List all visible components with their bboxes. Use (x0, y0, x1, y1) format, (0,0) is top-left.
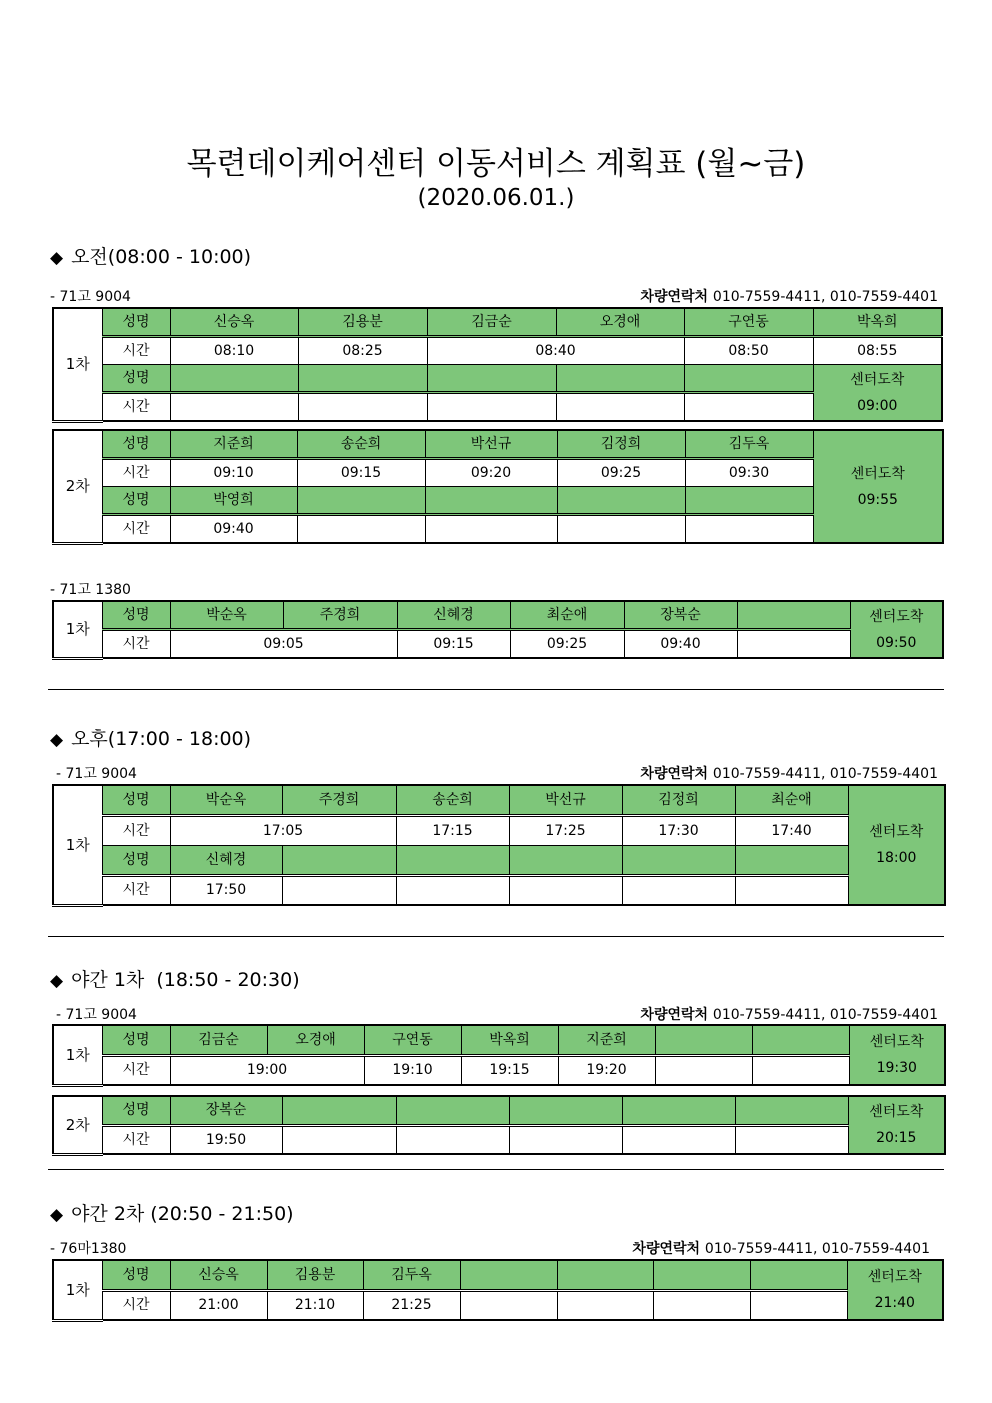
pickup-time (298, 393, 427, 422)
pickup-time (425, 515, 557, 544)
arrival-time: 18:00 (876, 850, 917, 866)
schedule-table-night1-trip2 (52, 1095, 946, 1156)
passenger-name (282, 1096, 396, 1125)
passenger-name: 최순애 (735, 785, 848, 815)
pickup-time (396, 1125, 509, 1154)
trip-label: 1차 (53, 1025, 102, 1085)
pickup-time (282, 875, 396, 905)
pickup-time: 09:15 (297, 459, 425, 487)
name-header: 성명 (102, 1096, 170, 1125)
pickup-time: 19:15 (461, 1055, 558, 1085)
passenger-name (735, 1096, 848, 1125)
passenger-name: 신혜경 (170, 845, 282, 875)
trip-label: 1차 (53, 1260, 102, 1320)
pickup-time: 09:30 (685, 459, 813, 487)
passenger-name: 송순희 (396, 785, 509, 815)
pickup-time (297, 515, 425, 544)
vehicle-label: - 76마1380 (50, 1241, 127, 1257)
time-header: 시간 (102, 337, 170, 365)
pickup-time (557, 515, 685, 544)
arrival-cell (848, 785, 945, 905)
pickup-time (557, 1290, 653, 1320)
passenger-name: 신승옥 (170, 308, 298, 337)
pickup-time: 19:50 (170, 1125, 282, 1154)
arrival-cell (849, 1025, 945, 1085)
passenger-name (557, 487, 685, 515)
passenger-name: 주경희 (282, 785, 396, 815)
passenger-name: 김용분 (298, 308, 427, 337)
pickup-time: 17:50 (170, 875, 282, 905)
passenger-name: 김용분 (267, 1260, 363, 1290)
arrival-cell (813, 430, 943, 543)
pickup-time: 21:00 (170, 1290, 267, 1320)
pickup-time (460, 1290, 557, 1320)
pickup-time: 08:10 (170, 337, 298, 365)
pickup-time: 09:10 (170, 459, 297, 487)
name-header: 성명 (102, 308, 170, 337)
pickup-time (622, 875, 735, 905)
passenger-name: 박옥희 (461, 1025, 558, 1055)
passenger-name: 송순희 (297, 430, 425, 459)
pickup-time: 21:25 (363, 1290, 460, 1320)
schedule-table-afternoon-trip1 (52, 784, 946, 907)
pickup-time: 09:05 (170, 630, 397, 659)
diamond-icon: ◆ (50, 248, 64, 268)
passenger-name: 박순옥 (170, 785, 282, 815)
time-header: 시간 (102, 630, 170, 659)
passenger-name (298, 365, 427, 393)
time-header: 시간 (102, 815, 170, 845)
section-heading-morning: ◆ 오전(08:00 - 10:00) (50, 246, 252, 268)
passenger-name: 장복순 (170, 1096, 282, 1125)
name-header: 성명 (102, 430, 170, 459)
pickup-time: 08:25 (298, 337, 427, 365)
diamond-icon: ◆ (50, 971, 64, 991)
passenger-name: 김두옥 (363, 1260, 460, 1290)
name-header: 성명 (102, 845, 170, 875)
vehicle-label: - 71고 9004 (56, 1007, 137, 1023)
passenger-name: 지준희 (558, 1025, 655, 1055)
passenger-name: 김금순 (427, 308, 556, 337)
passenger-name (509, 1096, 622, 1125)
trip-label: 1차 (53, 601, 102, 658)
passenger-name (655, 1025, 752, 1055)
arrival-cell (850, 601, 943, 658)
passenger-name: 박영희 (170, 487, 297, 515)
pickup-time: 19:10 (364, 1055, 461, 1085)
arrival-label: 센터도착 (850, 465, 905, 482)
arrival-time: 19:30 (876, 1060, 917, 1076)
passenger-name (685, 487, 813, 515)
passenger-name: 최순애 (510, 601, 624, 630)
schedule-table-night1-trip1 (52, 1024, 946, 1087)
passenger-name: 구연동 (684, 308, 813, 337)
pickup-time (750, 1290, 847, 1320)
time-header: 시간 (102, 1055, 170, 1085)
trip-label: 2차 (53, 1096, 102, 1154)
vehicle-contact: 차량연락처 010-7559-4411, 010-7559-4401 (632, 1241, 930, 1257)
passenger-name: 구연동 (364, 1025, 461, 1055)
name-header: 성명 (102, 1025, 170, 1055)
pickup-time (396, 875, 509, 905)
pickup-time: 17:25 (509, 815, 622, 845)
passenger-name (170, 365, 298, 393)
passenger-name (509, 845, 622, 875)
pickup-time: 09:15 (397, 630, 510, 659)
diamond-icon: ◆ (50, 1205, 64, 1225)
time-header: 시간 (102, 1125, 170, 1154)
arrival-time: 20:15 (876, 1130, 917, 1146)
page-title: 목련데이케어센터 이동서비스 계획표 (월~금) (186, 146, 806, 182)
passenger-name (297, 487, 425, 515)
pickup-time (752, 1055, 849, 1085)
passenger-name (557, 1260, 653, 1290)
pickup-time (655, 1055, 752, 1085)
schedule-table-morning-trip3 (52, 600, 944, 660)
passenger-name: 오경애 (267, 1025, 364, 1055)
schedule-table-night2-trip1 (52, 1259, 944, 1322)
passenger-name: 오경애 (556, 308, 684, 337)
trip-label: 2차 (53, 430, 102, 543)
pickup-time (427, 393, 556, 422)
arrival-time: 21:40 (874, 1295, 915, 1311)
pickup-time (735, 1125, 848, 1154)
trip-label: 1차 (53, 785, 102, 905)
section-divider (48, 936, 944, 937)
name-header: 성명 (102, 487, 170, 515)
schedule-table-morning-trip1 (52, 307, 943, 423)
arrival-cell (813, 365, 942, 422)
passenger-name (750, 1260, 847, 1290)
pickup-time (685, 515, 813, 544)
name-header: 성명 (102, 365, 170, 393)
pickup-time: 17:30 (622, 815, 735, 845)
arrival-label: 센터도착 (869, 608, 924, 625)
pickup-time: 08:50 (684, 337, 813, 365)
passenger-name (622, 1096, 735, 1125)
schedule-table-morning-trip2 (52, 429, 944, 545)
vehicle-label: - 71고 1380 (50, 582, 131, 598)
plan-date: (2020.06.01.) (417, 185, 575, 211)
passenger-name (684, 365, 813, 393)
pickup-time (509, 875, 622, 905)
passenger-name (622, 845, 735, 875)
passenger-name: 김정희 (622, 785, 735, 815)
pickup-time: 19:20 (558, 1055, 655, 1085)
pickup-time: 09:25 (557, 459, 685, 487)
pickup-time: 17:15 (396, 815, 509, 845)
pickup-time: 09:40 (624, 630, 737, 659)
pickup-time: 09:40 (170, 515, 297, 544)
passenger-name (427, 365, 556, 393)
passenger-name (460, 1260, 557, 1290)
time-header: 시간 (102, 1290, 170, 1320)
passenger-name (752, 1025, 849, 1055)
pickup-time: 19:00 (170, 1055, 364, 1085)
pickup-time: 08:40 (427, 337, 684, 365)
name-header: 성명 (102, 1260, 170, 1290)
pickup-time: 08:55 (813, 337, 942, 365)
pickup-time (282, 1125, 396, 1154)
diamond-icon: ◆ (50, 730, 64, 750)
time-header: 시간 (102, 515, 170, 544)
pickup-time (170, 393, 298, 422)
name-header: 성명 (102, 785, 170, 815)
section-divider (48, 689, 944, 690)
passenger-name: 장복순 (624, 601, 737, 630)
trip-label: 1차 (53, 308, 102, 421)
section-divider (48, 1169, 944, 1170)
passenger-name (282, 845, 396, 875)
arrival-time: 09:50 (876, 634, 917, 651)
arrival-label: 센터도착 (869, 1034, 924, 1050)
passenger-name: 김정희 (557, 430, 685, 459)
passenger-name (396, 845, 509, 875)
passenger-name: 박선규 (425, 430, 557, 459)
passenger-name: 박순옥 (170, 601, 283, 630)
pickup-time (735, 875, 848, 905)
passenger-name (425, 487, 557, 515)
passenger-name (737, 601, 850, 630)
pickup-time: 09:25 (510, 630, 624, 659)
passenger-name: 박선규 (509, 785, 622, 815)
time-header: 시간 (102, 875, 170, 905)
arrival-label: 센터도착 (850, 371, 905, 388)
passenger-name (653, 1260, 750, 1290)
vehicle-contact: 차량연락처 010-7559-4411, 010-7559-4401 (640, 766, 938, 782)
pickup-time (509, 1125, 622, 1154)
passenger-name: 신승옥 (170, 1260, 267, 1290)
section-heading-afternoon: ◆ 오후(17:00 - 18:00) (50, 728, 252, 750)
passenger-name: 주경희 (283, 601, 397, 630)
pickup-time: 17:05 (170, 815, 396, 845)
name-header: 성명 (102, 601, 170, 630)
section-heading-night2: ◆ 야간 2차 (20:50 - 21:50) (50, 1203, 294, 1225)
arrival-cell (848, 1096, 945, 1154)
vehicle-label: - 71고 9004 (56, 766, 137, 782)
passenger-name: 김두옥 (685, 430, 813, 459)
pickup-time (622, 1125, 735, 1154)
time-header: 시간 (102, 459, 170, 487)
pickup-time: 21:10 (267, 1290, 363, 1320)
passenger-name: 신혜경 (397, 601, 510, 630)
pickup-time (684, 393, 813, 422)
passenger-name (735, 845, 848, 875)
pickup-time (653, 1290, 750, 1320)
pickup-time (556, 393, 684, 422)
arrival-time: 09:00 (857, 397, 898, 414)
arrival-cell (847, 1260, 943, 1320)
arrival-time: 09:55 (857, 491, 898, 508)
vehicle-contact: 차량연락처 010-7559-4411, 010-7559-4401 (640, 1007, 938, 1023)
time-header: 시간 (102, 393, 170, 422)
vehicle-label: - 71고 9004 (50, 289, 131, 305)
passenger-name: 김금순 (170, 1025, 267, 1055)
passenger-name (396, 1096, 509, 1125)
vehicle-contact: 차량연락처 010-7559-4411, 010-7559-4401 (640, 289, 938, 305)
arrival-label: 센터도착 (867, 1269, 922, 1285)
pickup-time (737, 630, 850, 659)
arrival-label: 센터도착 (869, 1104, 924, 1120)
pickup-time: 09:20 (425, 459, 557, 487)
arrival-label: 센터도착 (869, 824, 924, 840)
passenger-name: 박옥희 (813, 308, 942, 337)
section-heading-night1: ◆ 야간 1차 (18:50 - 20:30) (50, 969, 300, 991)
passenger-name: 지준희 (170, 430, 297, 459)
pickup-time: 17:40 (735, 815, 848, 845)
passenger-name (556, 365, 684, 393)
